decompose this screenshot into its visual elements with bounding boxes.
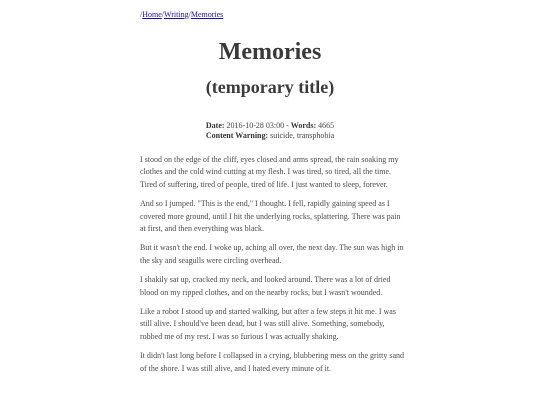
story-paragraph: I shakily sat up, cracked my neck, and looked around. There was a lot of dried blood on my ripped clothes, and on the nearby rocks, but I wasn't wounded. — [140, 275, 391, 297]
story-paragraph: And so I jumped. "This is the end," I thought. I fell, rapidly gaining speed as I covered more ground, until I hit the underlying rocks, splattering. There was pain at first, and then everything was black. — [140, 199, 401, 234]
page-title: Memories — [218, 39, 322, 65]
words-value: 4665 — [316, 121, 335, 130]
breadcrumb-link-home[interactable]: Home — [142, 10, 162, 19]
words-label: Words: — [290, 121, 317, 130]
breadcrumb — [140, 10, 223, 20]
story-paragraph: But it wasn't the end. I woke up, aching all over, the next day. The sun was high in the sky and seagulls were circling overhead. — [140, 243, 404, 265]
date-words-line — [0, 121, 540, 131]
breadcrumb-separator: / — [188, 10, 191, 19]
breadcrumb-separator: / — [161, 10, 165, 19]
story-body — [140, 154, 405, 382]
content-warning-line — [0, 131, 540, 141]
date-value: 2016-10-28 03:00 - — [224, 121, 291, 130]
story-metadata — [0, 121, 540, 141]
page-subtitle: (temporary title) — [205, 77, 335, 97]
breadcrumb-separator: / — [140, 10, 143, 19]
breadcrumb-link-writing[interactable]: Writing — [164, 10, 189, 19]
story-paragraph: I stood on the edge of the cliff, eyes closed and arms spread, the rain soaking my clothes and the cold wind cutting at my flesh. I was tired, so tired, all the time. Tired of suffering, tired of people, tired of life. I just wanted to sleep, forever. — [140, 155, 399, 189]
date-label: Date: — [205, 121, 225, 130]
story-paragraph: It didn't last long before I collapsed in a crying, blubbering mess on the gritty sand of the shore. I was still alive, and I hated every minute of it. — [140, 351, 405, 373]
content-warning-value: suicide, transphobia — [268, 131, 335, 140]
content-warning-label: Content Warning: — [205, 131, 269, 140]
story-paragraph: Like a robot I stood up and started walking, but after a few steps it hit me. I was still alive. I should've been dead, but I was still alive. Something, somebody, robbed me of my rest. I was so furious I was actually shaking. — [140, 307, 396, 341]
breadcrumb-link-memories[interactable]: Memories — [190, 10, 224, 19]
